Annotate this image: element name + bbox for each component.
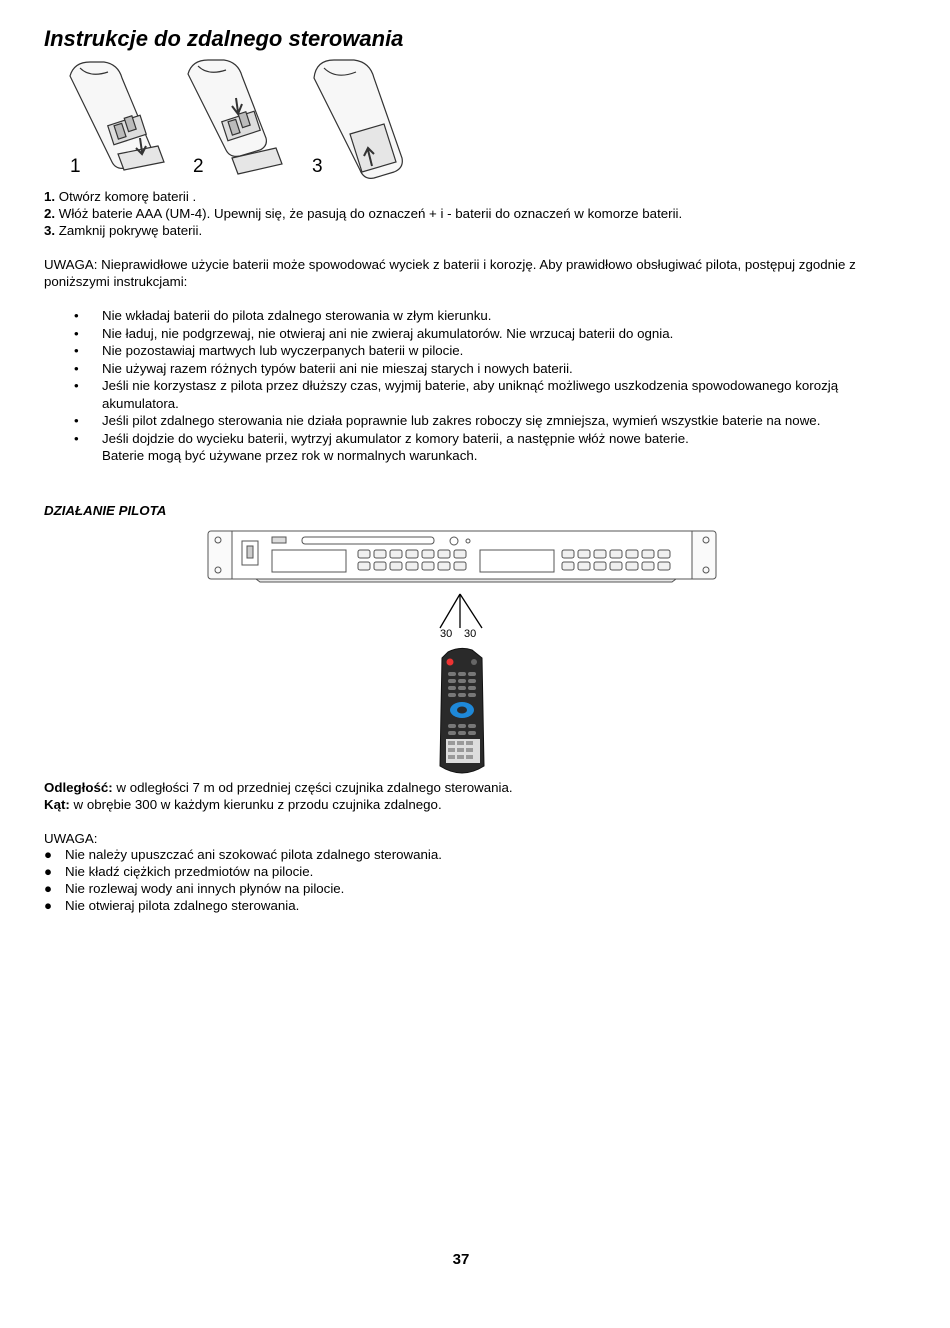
step-text: Włóż baterie AAA (UM-4). Upewnij się, że pasują do oznaczeń + i - baterii do oznaczeń w komorze baterii. [55, 206, 683, 221]
remote-control-drawing [440, 648, 484, 773]
bullet-icon: • [74, 325, 79, 341]
list-item [44, 412, 904, 430]
distance-spec [44, 779, 513, 796]
list-item [44, 342, 904, 360]
step-text: Zamknij pokrywę baterii. [55, 223, 203, 238]
signal-angle-lines [440, 594, 482, 628]
page-title: Instrukcje do zdalnego sterowania [44, 26, 404, 51]
step-3 [44, 222, 202, 239]
list-item-text: Nie kładź ciężkich przedmiotów na pilocie. [65, 864, 314, 879]
list-item-text: Jeśli pilot zdalnego sterowania nie działa poprawnie lub zakres roboczy się zmniejsza, wymień wszystkie baterie na nowe. [102, 413, 821, 428]
list-item-text: Nie pozostawiaj martwych lub wyczerpanych baterii w pilocie. [102, 343, 464, 358]
bullet-icon: • [74, 360, 79, 376]
step-number: 2. [44, 206, 56, 221]
step-2 [44, 205, 682, 222]
rack-unit-drawing [208, 531, 716, 582]
bullet-icon: ● [44, 881, 53, 896]
page-number: 37 [452, 1251, 470, 1268]
angle-label-right: 30 [464, 628, 477, 640]
step-label-1: 1 [70, 156, 81, 177]
bullet-icon: ● [44, 847, 53, 862]
list-item-text: Jeśli dojdzie do wycieku baterii, wytrzyj akumulator z komory baterii, a następnie włóż nowe baterie. [102, 430, 689, 446]
warning-intro: UWAGA: Nieprawidłowe użycie baterii może spowodować wyciek z baterii i korozję. Aby prawidłowo obsługiwać pilota, postępuj zgodnie z poniższymi instrukcjami: [44, 257, 856, 289]
step-label-3: 3 [312, 156, 323, 177]
list-item [44, 897, 442, 914]
distance-text: w odległości 7 m od przedniej części czujnika zdalnego sterowania. [112, 780, 513, 795]
list-item [44, 325, 904, 343]
remote-step-1-drawing [70, 62, 164, 170]
section-title: DZIAŁANIE PILOTA [44, 503, 167, 518]
step-number: 3. [44, 223, 56, 238]
list-item-text: Nie należy upuszczać ani szokować pilota zdalnego sterowania. [65, 847, 442, 862]
bullet-icon: ● [44, 898, 53, 913]
angle-text: w obrębie 300 w każdym kierunku z przodu czujnika zdalnego. [69, 797, 442, 812]
list-item-text: Nie używaj razem różnych typów baterii ani nie mieszaj starych i nowych baterii. [102, 360, 573, 376]
bullet-icon: • [74, 430, 79, 446]
angle-label: Kąt: [44, 797, 70, 812]
list-item [44, 880, 442, 897]
list-item-text: Nie rozlewaj wody ani innych płynów na pilocie. [65, 881, 345, 896]
distance-label: Odległość: [44, 780, 113, 795]
handling-notes-list [44, 846, 442, 914]
battery-rules-list [44, 307, 904, 465]
list-item [44, 377, 904, 412]
angle-spec [44, 796, 442, 813]
bullet-icon: • [74, 343, 79, 358]
angle-label-left: 30 [440, 628, 453, 640]
step-1 [44, 188, 196, 205]
list-item-text: Nie otwieraj pilota zdalnego sterowania. [65, 898, 300, 913]
list-item [44, 360, 904, 378]
bullet-icon: • [74, 378, 79, 393]
step-label-2: 2 [193, 156, 204, 177]
step-text: Otwórz komorę baterii . [55, 189, 197, 204]
list-item-text: Nie ładuj, nie podgrzewaj, nie otwieraj ani nie zwieraj akumulatorów. Nie wrzucaj baterii do ognia. [102, 325, 674, 341]
bullet-icon: • [74, 413, 79, 428]
list-item-text: Jeśli nie korzystasz z pilota przez dłuższy czas, wyjmij baterie, aby uniknąć możliwego uszkodzenia spowodowanego korozją akumulatora. [102, 378, 839, 411]
battery-life-note: Baterie mogą być używane przez rok w normalnych warunkach. [102, 448, 478, 463]
list-item [44, 307, 904, 325]
step-number: 1. [44, 189, 56, 204]
notes-title: UWAGA: [44, 831, 98, 846]
remote-operation-figure [206, 528, 718, 778]
list-item [44, 863, 442, 880]
list-item [44, 430, 904, 448]
battery-install-figure [60, 58, 410, 193]
list-item-text: Nie wkładaj baterii do pilota zdalnego sterowania w złym kierunku. [102, 308, 492, 323]
bullet-icon: • [74, 308, 79, 323]
bullet-icon: ● [44, 864, 53, 879]
remote-step-3-drawing [314, 60, 402, 178]
list-item [44, 846, 442, 863]
